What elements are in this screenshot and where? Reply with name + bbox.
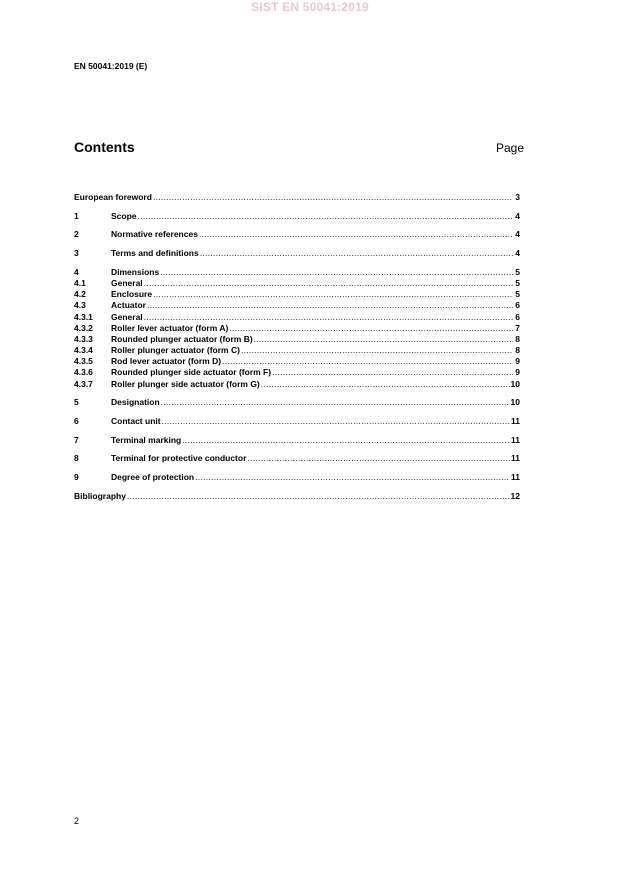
toc-entry-title: Terminal for protective conductor — [111, 453, 247, 464]
toc-entry-title: General — [111, 277, 143, 288]
dot-leader — [138, 211, 513, 222]
dot-leader — [241, 345, 513, 356]
toc-entry[interactable] — [74, 356, 520, 367]
toc-entry[interactable] — [74, 312, 520, 323]
toc-entry-page: 7 — [515, 322, 520, 333]
toc-entry-title: Bibliography — [74, 490, 126, 501]
dot-leader — [272, 367, 513, 378]
toc-entry[interactable] — [74, 367, 520, 378]
toc-entry-number: 8 — [74, 453, 79, 464]
toc-entry-page: 8 — [515, 333, 520, 344]
toc-entry-title: Rod lever actuator (form D) — [111, 356, 222, 367]
toc-entry-title: Roller plunger actuator (form C) — [111, 345, 240, 356]
toc-entry-title: Roller plunger side actuator (form G) — [111, 378, 260, 389]
toc-entry-title: Rounded plunger actuator (form B) — [111, 333, 253, 344]
toc-entry-page: 5 — [515, 266, 520, 277]
dot-leader — [261, 379, 510, 390]
contents-title: Contents — [74, 139, 135, 155]
page-number: 2 — [74, 816, 80, 826]
toc-entry[interactable] — [74, 211, 520, 222]
page-column-label: Page — [495, 141, 524, 155]
toc-entry-title: Enclosure — [111, 289, 153, 300]
toc-entry[interactable] — [74, 248, 520, 259]
toc-entry-page: 4 — [515, 210, 520, 221]
toc-entry[interactable] — [74, 397, 520, 408]
toc-entry-number: 6 — [74, 416, 79, 426]
toc-entry-page: 9 — [515, 367, 520, 378]
toc-entry-page: 6 — [515, 311, 520, 322]
dot-leader — [222, 356, 513, 367]
toc-entry-page: 12 — [510, 490, 520, 501]
toc-entry-number: 4.3.7 — [74, 378, 93, 389]
toc-entry[interactable] — [74, 491, 520, 502]
dot-leader — [161, 397, 510, 408]
toc-entry-page: 8 — [515, 345, 520, 356]
toc-entry-number: 4 — [74, 266, 79, 277]
toc-entry[interactable] — [74, 192, 520, 203]
dot-leader — [153, 192, 513, 203]
toc-entry-number: 4.3.3 — [74, 333, 93, 344]
dot-leader — [162, 416, 510, 427]
table-of-contents — [74, 192, 520, 502]
toc-entry-title: Normative references — [111, 229, 198, 240]
toc-entry[interactable] — [74, 453, 520, 464]
toc-entry-number: 4.3.5 — [74, 356, 93, 367]
toc-entry[interactable] — [74, 472, 520, 483]
toc-entry-page: 4 — [515, 248, 520, 259]
toc-entry-number: 5 — [74, 397, 79, 408]
toc-entry-title: Roller lever actuator (form A) — [111, 322, 229, 333]
toc-entry-number: 9 — [74, 472, 79, 483]
toc-entry-number: 4.3 — [74, 300, 86, 311]
dot-leader — [144, 278, 513, 289]
dot-leader — [247, 453, 510, 464]
watermark: SIST EN 50041:2019 — [251, 0, 369, 14]
toc-entry-number: 3 — [74, 248, 79, 259]
toc-entry-page: 4 — [515, 229, 520, 240]
toc-entry-title: Degree of protection — [111, 472, 195, 483]
toc-entry-title: Scope — [111, 210, 137, 221]
dot-leader — [153, 289, 513, 300]
dot-leader — [195, 472, 510, 483]
dot-leader — [127, 491, 510, 502]
dot-leader — [229, 323, 513, 334]
toc-entry-number: 4.2 — [74, 289, 86, 300]
toc-entry[interactable] — [74, 278, 520, 289]
dot-leader — [147, 300, 513, 311]
dot-leader — [160, 267, 513, 278]
toc-entry[interactable] — [74, 379, 520, 390]
toc-entry[interactable] — [74, 435, 520, 446]
toc-entry-title: Terminal marking — [111, 434, 182, 445]
toc-entry-page: 11 — [511, 434, 520, 445]
toc-entry[interactable] — [74, 300, 520, 311]
toc-entry-title: Actuator — [111, 300, 146, 311]
toc-entry-number: 2 — [74, 229, 79, 240]
toc-entry-title: Terms and definitions — [111, 248, 199, 259]
toc-entry-page: 10 — [510, 378, 520, 389]
toc-entry-title: European foreword — [74, 192, 152, 202]
toc-entry-title: Rounded plunger side actuator (form F) — [111, 367, 272, 378]
toc-entry[interactable] — [74, 345, 520, 356]
toc-entry-page: 5 — [515, 289, 520, 300]
document-id: EN 50041:2019 (E) — [74, 61, 148, 71]
toc-entry-page: 11 — [511, 416, 520, 426]
toc-entry-title: Designation — [111, 397, 160, 408]
dot-leader — [144, 312, 513, 323]
toc-entry-number: 4.3.2 — [74, 322, 93, 333]
toc-entry[interactable] — [74, 416, 520, 427]
toc-entry[interactable] — [74, 289, 520, 300]
toc-entry-page: 10 — [510, 397, 520, 408]
toc-entry-number: 4.3.4 — [74, 345, 93, 356]
toc-entry-page: 9 — [515, 356, 520, 367]
dot-leader — [199, 229, 513, 240]
toc-entry-number: 4.3.6 — [74, 367, 93, 378]
toc-entry-page: 11 — [511, 472, 520, 483]
toc-entry-number: 7 — [74, 434, 79, 445]
dot-leader — [254, 334, 513, 345]
toc-entry-title: Contact unit — [111, 416, 161, 426]
toc-entry[interactable] — [74, 334, 520, 345]
toc-entry-number: 1 — [74, 210, 79, 221]
toc-entry-title: General — [111, 311, 143, 322]
dot-leader — [200, 248, 513, 259]
toc-entry-number: 4.3.1 — [74, 311, 93, 322]
toc-entry-page: 5 — [515, 277, 520, 288]
toc-entry-page: 3 — [515, 192, 520, 202]
toc-entry-number: 4.1 — [74, 277, 86, 288]
toc-entry[interactable] — [74, 267, 520, 278]
toc-entry-page: 6 — [515, 300, 520, 311]
dot-leader — [182, 435, 510, 446]
toc-entry[interactable] — [74, 229, 520, 240]
toc-entry-page: 11 — [511, 453, 520, 464]
toc-entry[interactable] — [74, 323, 520, 334]
toc-entry-title: Dimensions — [111, 266, 160, 277]
